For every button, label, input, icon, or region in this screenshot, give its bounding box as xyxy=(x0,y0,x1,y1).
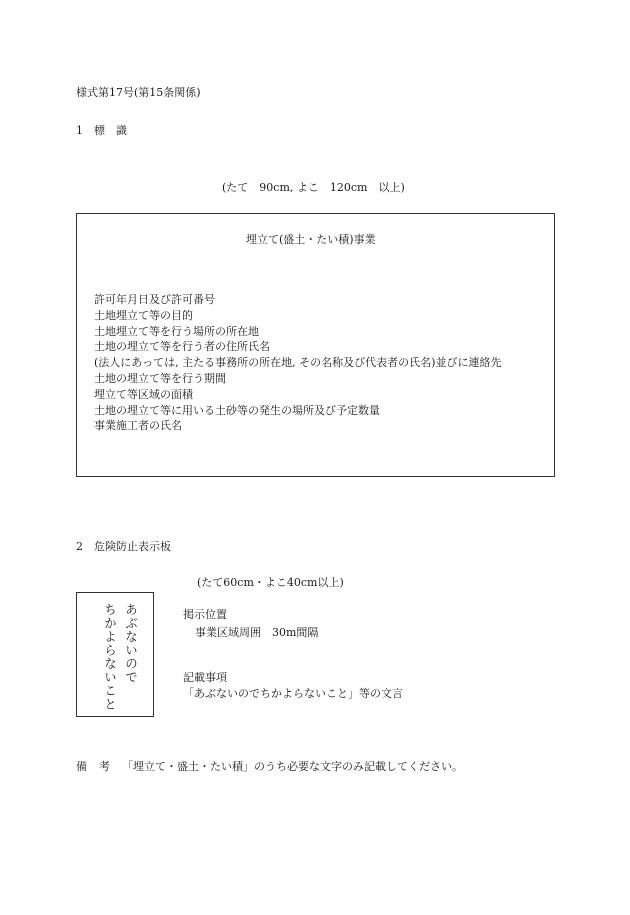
section1-size-note: (たて 90cm, よこ 120cm 以上) xyxy=(222,181,405,194)
sign-item-list xyxy=(94,292,501,434)
warning-text-line1: あぶないので xyxy=(123,603,139,684)
sign-item: 土地埋立て等の目的 xyxy=(94,308,193,322)
remark-label: 備考 xyxy=(76,760,122,773)
section2-heading: 2 危険防止表示板 xyxy=(76,540,171,553)
sign-item: 土地の埋立て等を行う者の住所氏名 xyxy=(94,340,270,354)
warning-board xyxy=(76,592,154,717)
sign-item: 事業施工者の氏名 xyxy=(94,419,182,433)
sign-title: 埋立て(盛土・たい積)事業 xyxy=(246,233,376,246)
sign-item: 土地の埋立て等を行う期間 xyxy=(94,371,226,385)
sign-item: 埋立て等区域の面積 xyxy=(94,387,193,401)
posting-position-label: 掲示位置 xyxy=(183,608,227,621)
sign-item: 土地の埋立て等に用いる土砂等の発生の場所及び予定数量 xyxy=(94,403,380,417)
posting-position-value: 事業区域周囲 30m間隔 xyxy=(195,626,319,639)
warning-text-line2: ちかよらないこと xyxy=(102,603,118,711)
section2-size-note: (たて60cm・よこ40cm以上) xyxy=(197,576,344,589)
section1-heading: 1 標 識 xyxy=(76,124,127,137)
remark-text: 「埋立て・盛土・たい積」のうち必要な文字のみ記載してください。 xyxy=(122,760,463,773)
form-title: 様式第17号(第15条関係) xyxy=(76,86,201,99)
remark xyxy=(76,760,463,773)
sign-item: 許可年月日及び許可番号 xyxy=(94,293,215,306)
sign-item: (法人にあっては, 主たる事務所の所在地, その名称及び代表者の氏名)並びに連絡先 xyxy=(94,356,502,370)
notes-label: 記載事項 xyxy=(183,671,227,684)
notes-value: 「あぶないのでちかよらないこと」等の文言 xyxy=(183,687,403,700)
sign-item: 土地埋立て等を行う場所の所在地 xyxy=(94,324,259,338)
